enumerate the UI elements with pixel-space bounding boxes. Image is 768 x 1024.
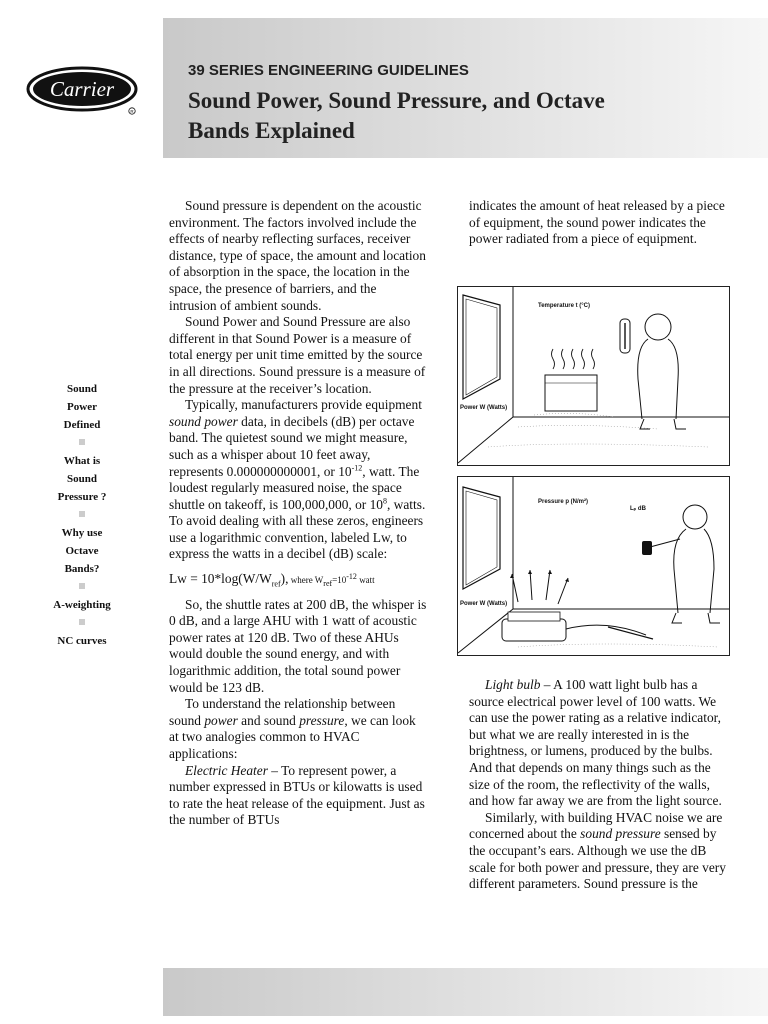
- fig1-temperature-label: Temperature t (°C): [538, 303, 590, 309]
- column-right-top: [469, 198, 727, 248]
- brand-name: Carrier: [49, 77, 115, 101]
- vacuum-illustration: [458, 477, 729, 655]
- carrier-logo: [26, 66, 138, 116]
- heater-illustration: [458, 287, 729, 465]
- sidebar-item-nc-curves[interactable]: NC curves: [57, 635, 107, 647]
- paragraph: Electric Heater – To represent power, a number expressed in BTUs or kilowatts is used to rate the heat release of the equipment. Just as the number of BTUs: [169, 762, 425, 828]
- paragraph: Sound Power and Sound Pressure are also different in that Sound Power is a measure of total energy per unit time emitted by the source in all directions. Sound pressure is a measure of the pressure at the receiver’s location.: [169, 314, 426, 396]
- fig2-power-label: Power W (Watts): [460, 601, 508, 607]
- paragraph: Similarly, with building HVAC noise we are concerned about the sound pressure sensed by the occupant’s ears. Although we use the dB scale for both power and pressure, they are very different parameters. Sound pressure is the: [469, 809, 726, 892]
- bullet-square: [79, 619, 85, 625]
- bullet-square: [79, 439, 85, 445]
- paragraph: Sound pressure is dependent on the acoustic environment. The factors involved include the effects of nearby reflecting surfaces, receiver distance, type of space, the amount and location of absorption in the space, the location in the space, the presence of barriers, and the intrusion of ambient sounds.: [169, 198, 426, 313]
- figure-heater-analogy: [457, 286, 730, 466]
- bullet-square: [79, 511, 85, 517]
- paragraph: To understand the relationship between sound power and sound pressure, we can look at two analogies common to HVAC applications:: [169, 696, 416, 761]
- sidebar-item-a-weighting[interactable]: A-weighting: [53, 599, 111, 611]
- page-title: [188, 86, 668, 146]
- lw-formula: $Lw = 10*\log(W/W_{ref})$, where $W_{ref}=10^{-12}$ watt: [169, 571, 375, 589]
- series-label: 39 SERIES ENGINEERING GUIDELINES: [188, 62, 469, 79]
- column-right-bottom: [469, 677, 727, 893]
- fig1-power-label: Power W (Watts): [460, 405, 508, 411]
- paragraph: indicates the amount of heat released by a piece of equipment, the sound power indicates the power radiated from a piece of equipment.: [469, 198, 725, 247]
- sidebar-item-sound-pressure[interactable]: What is Sound Pressure ?: [57, 455, 107, 503]
- column-left: [169, 198, 427, 829]
- title-line-1: Sound Power, Sound Pressure, and Octave: [188, 88, 605, 113]
- sidebar-item-octave-bands[interactable]: Why use Octave Bands?: [61, 527, 103, 575]
- sidebar-item-sound-power[interactable]: Sound Power Defined: [63, 383, 101, 431]
- paragraph: Light bulb – A 100 watt light bulb has a source electrical power level of 100 watts. We can use the power rating as a relative indicator, but what we are really interested in is the brightness, or lumens, produced by the bulbs. And that depends on many things such as the size of the room, the reflectivity of the walls, and how far away we are from the light source.: [469, 677, 722, 809]
- paragraph: Typically, manufacturers provide equipment sound power data, in decibels (dB) per octave band. The quietest sound we might measure, such as a whisper about 10 feet away, represents 0.000000000001, or $10^{-12}$, watt. The loudest regularly measured noise, the space shuttle on takeoff, is 100,000,000, or $10^8$, watts. To avoid dealing with all these zeros, engineers use a logarithmic convention, labeled Lw, to express the watts in a decibel (dB) scale:: [169, 397, 426, 562]
- sidebar-nav: [40, 380, 124, 650]
- fig2-lp-label: Lₚ dB: [630, 506, 646, 512]
- footer-band: [163, 968, 768, 1016]
- fig2-pressure-label: Pressure p (N/m²): [538, 499, 589, 505]
- svg-text:R: R: [130, 109, 134, 114]
- figure-vacuum-analogy: [457, 476, 730, 656]
- title-line-2: Bands Explained: [188, 118, 355, 143]
- paragraph: So, the shuttle rates at 200 dB, the whisper is 0 dB, and a large AHU with 1 watt of acoustic power rates at 120 dB. Two of these AHUs would double the sound energy, and with logarithmic addition, the total sound power would be 123 dB.: [169, 596, 427, 695]
- bullet-square: [79, 583, 85, 589]
